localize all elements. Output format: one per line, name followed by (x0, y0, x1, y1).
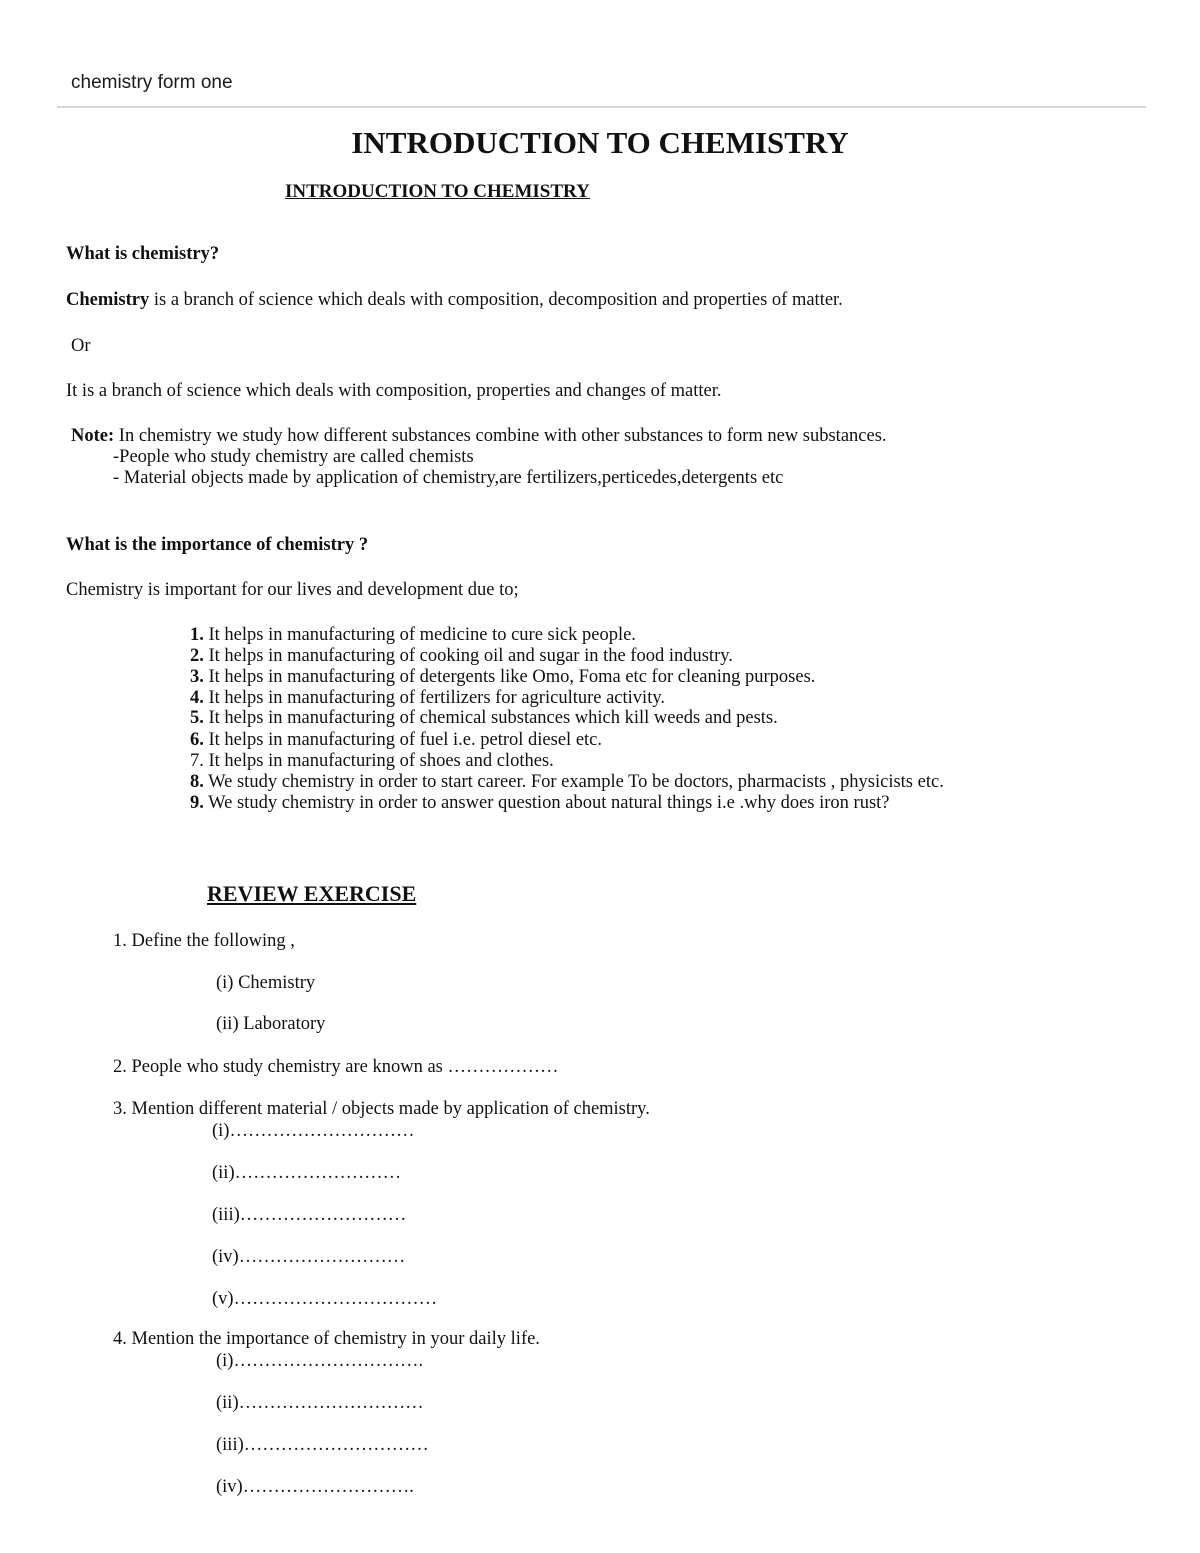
list-item: 3. It helps in manufacturing of detergents like Omo, Foma etc for cleaning purposes. (190, 667, 816, 687)
note-line-materials: - Material objects made by application of chemistry,are fertilizers,perticedes,detergents etc (113, 468, 784, 488)
note-line-chemists: -People who study chemistry are called chemists (113, 447, 474, 467)
list-item: 9. We study chemistry in order to answer question about natural things i.e .why does iron rust? (190, 793, 890, 813)
review-q1-item: (i) Chemistry (216, 973, 316, 993)
review-q4-item: (iv)………………………. (216, 1477, 414, 1497)
list-item: 8. We study chemistry in order to start career. For example To be doctors, pharmacists , physicists etc. (190, 772, 944, 792)
page-title: INTRODUCTION TO CHEMISTRY (351, 125, 849, 160)
list-item: 1. It helps in manufacturing of medicine to cure sick people. (190, 625, 636, 645)
review-question-4: 4. Mention the importance of chemistry in your daily life. (113, 1329, 540, 1349)
list-item: 2. It helps in manufacturing of cooking oil and sugar in the food industry. (190, 646, 733, 666)
page-header: chemistry form one (71, 72, 233, 93)
review-question-3: 3. Mention different material / objects made by application of chemistry. (113, 1099, 650, 1119)
review-q4-item: (ii)………………………… (216, 1393, 424, 1413)
importance-intro: Chemistry is important for our lives and development due to; (66, 580, 519, 600)
review-q4-item: (i)…………………………. (216, 1351, 424, 1371)
list-item: 5. It helps in manufacturing of chemical substances which kill weeds and pests. (190, 708, 778, 728)
review-q1-item: (ii) Laboratory (216, 1014, 326, 1034)
definition-paragraph (66, 291, 843, 310)
section-subtitle: INTRODUCTION TO CHEMISTRY (285, 181, 590, 202)
review-q3-item: (ii)……………………… (212, 1163, 402, 1183)
review-question-1: 1. Define the following , (113, 931, 295, 951)
review-q3-item: (i)………………………… (212, 1121, 415, 1141)
question-what-is-chemistry: What is chemistry? (66, 244, 220, 264)
or-text: Or (71, 336, 91, 356)
list-item: 6. It helps in manufacturing of fuel i.e. petrol diesel etc. (190, 730, 603, 750)
definition-term: Chemistry (66, 290, 150, 310)
review-question-2: 2. People who study chemistry are known as ……………… (113, 1057, 559, 1077)
review-q3-item: (v)…………………………… (212, 1289, 438, 1309)
review-q4-item: (iii)………………………… (216, 1435, 429, 1455)
alt-definition: It is a branch of science which deals with composition, properties and changes of matter. (66, 381, 722, 401)
header-divider (57, 106, 1146, 108)
review-q3-item: (iii)……………………… (212, 1205, 407, 1225)
review-exercise-title: REVIEW EXERCISE (207, 881, 417, 906)
note-paragraph (71, 427, 887, 446)
list-item: 4. It helps in manufacturing of fertilizers for agriculture activity. (190, 688, 666, 708)
note-label: Note: (71, 426, 115, 446)
question-importance: What is the importance of chemistry ? (66, 535, 369, 555)
review-q3-item: (iv)……………………… (212, 1247, 406, 1267)
definition-text: is a branch of science which deals with composition, decomposition and properties of matter. (149, 290, 843, 310)
list-item: 7. It helps in manufacturing of shoes and clothes. (190, 751, 554, 771)
note-text: In chemistry we study how different substances combine with other substances to form new substances. (114, 426, 887, 446)
